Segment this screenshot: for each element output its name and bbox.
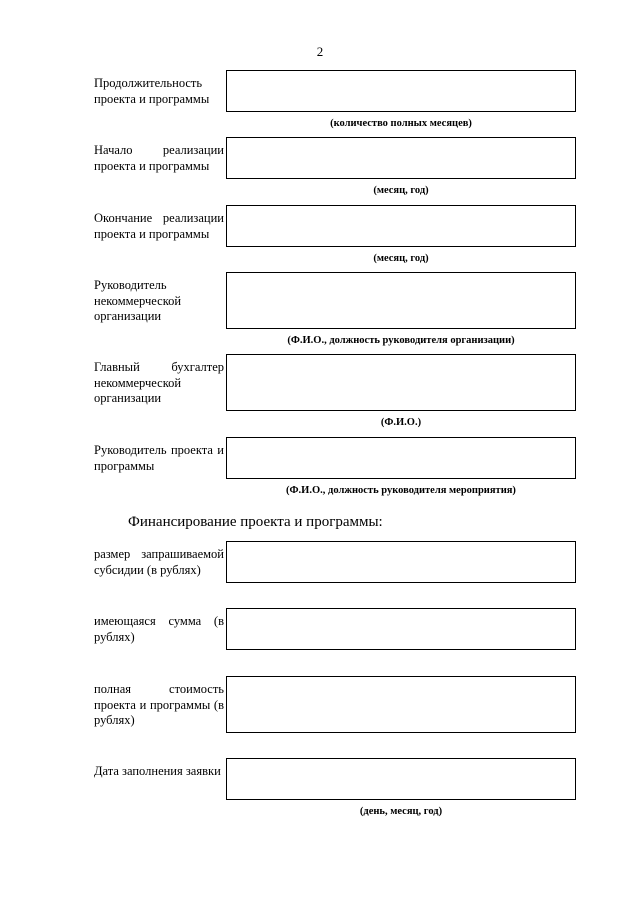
total-cost-field[interactable] [226,676,576,733]
end-date-label: Окончание реализации проекта и программы [94,211,224,241]
chief-accountant-caption: (Ф.И.О.) [380,417,422,428]
project-head-field[interactable] [226,437,576,479]
financing-title: Финансирование проекта и программы: [128,514,383,530]
duration-caption: (количество полных месяцев) [330,118,472,129]
org-head-caption: (Ф.И.О., должность руководителя организации) [287,335,515,346]
start-date-label: Начало реализации проекта и программы [94,143,224,173]
start-date-field[interactable] [226,137,576,179]
org-head-field[interactable] [226,272,576,329]
fill-date-field[interactable] [226,758,576,800]
chief-accountant-label: Главный бухгалтер некоммерческой организации [94,360,224,405]
total-cost-label: полная стоимость проекта и программы (в рублях) [94,682,224,727]
end-date-field[interactable] [226,205,576,247]
project-head-caption: (Ф.И.О., должность руководителя мероприятия) [286,485,516,496]
project-head-label: Руководитель проекта и программы [94,443,224,473]
available-sum-label: имеющаяся сумма (в рублях) [94,614,224,644]
duration-field[interactable] [226,70,576,112]
fill-date-caption: (день, месяц, год) [359,806,443,817]
start-date-caption: (месяц, год) [373,185,429,196]
subsidy-field[interactable] [226,541,576,583]
org-head-label: Руководитель некоммерческой организации [94,278,182,323]
page-number: 2 [316,44,324,59]
available-sum-field[interactable] [226,608,576,650]
chief-accountant-field[interactable] [226,354,576,411]
fill-date-label: Дата заполнения заявки [94,764,221,778]
end-date-caption: (месяц, год) [373,253,429,264]
subsidy-label: размер запрашиваемой субсидии (в рублях) [94,547,224,577]
duration-label: Продолжительность проекта и программы [94,76,210,106]
